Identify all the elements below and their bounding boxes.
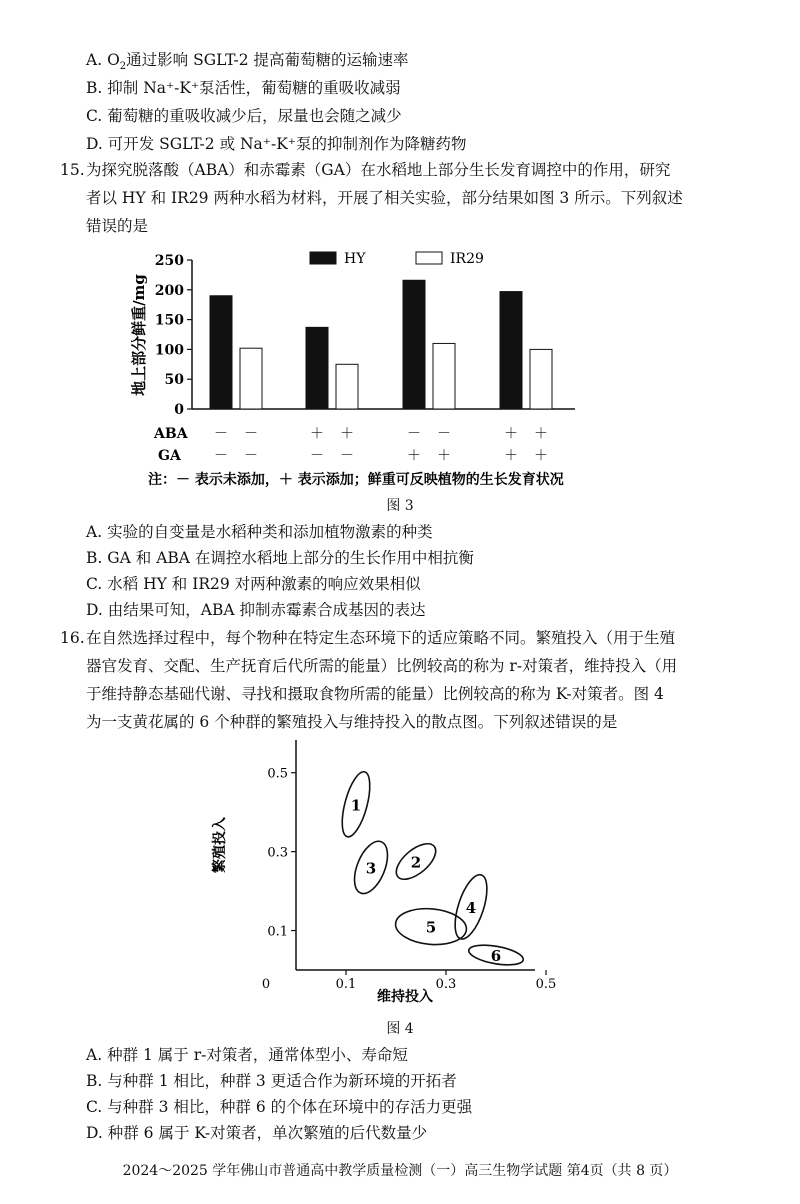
q16-line-4: 为一支黄花属的 6 个种群的繁殖投入与维持投入的散点图。下列叙述错误的是 xyxy=(86,713,618,731)
q16-option-c: C. 与种群 3 相比，种群 6 的个体在环境中的存活力更强 xyxy=(86,1098,473,1116)
fig4-ytick-label: 0.3 xyxy=(267,845,288,861)
q15-option-d: D. 由结果可知，ABA 抑制赤霉素合成基因的表达 xyxy=(86,601,426,619)
aba-sign: ＋ xyxy=(310,426,324,442)
ga-sign: ＋ xyxy=(407,448,421,464)
fig3-ylabel: 地上部分鲜重/mg xyxy=(130,274,148,396)
fig4-xlabel: 维持投入 xyxy=(377,989,433,1005)
population-5-label: 5 xyxy=(425,918,437,937)
figure-4-caption: 图 4 xyxy=(386,1021,414,1037)
ga-sign: ＋ xyxy=(534,448,548,464)
bar-ir29-group-2 xyxy=(336,364,358,409)
fig3-note: 注：－ 表示未添加，＋ 表示添加；鲜重可反映植物的生长发育状况 xyxy=(148,472,564,488)
population-4-label: 4 xyxy=(465,898,477,917)
fig3-ytick-label: 0 xyxy=(174,402,184,418)
aba-sign: － xyxy=(407,426,421,442)
q16-option-b: B. 与种群 1 相比，种群 3 更适合作为新环境的开拓者 xyxy=(86,1072,457,1090)
aba-sign: ＋ xyxy=(340,426,354,442)
ga-sign: ＋ xyxy=(504,448,518,464)
ga-sign: － xyxy=(340,448,354,464)
fig3-ytick-label: 200 xyxy=(154,282,184,299)
page-footer: 2024～2025 学年佛山市普通高中教学质量检测（一）高三生物学试题 第4页（共 8 页） xyxy=(122,1163,678,1179)
fig3-ytick-label: 250 xyxy=(154,253,184,269)
fig4-ytick-label: 0.1 xyxy=(267,924,288,940)
fig3-ytick-label: 150 xyxy=(154,312,184,329)
q16-option-d: D. 种群 6 属于 K-对策者，单次繁殖的后代数量少 xyxy=(86,1124,428,1142)
row-label-ga: GA xyxy=(158,448,181,464)
q14-option-d: D. 可开发 SGLT-2 或 Na⁺-K⁺泵的抑制剂作为降糖药物 xyxy=(86,135,467,153)
q16-option-a: A. 种群 1 属于 r-对策者，通常体型小、寿命短 xyxy=(86,1046,408,1064)
fig4-xtick-label: 0.5 xyxy=(535,977,557,992)
row-label-aba: ABA xyxy=(154,426,188,442)
q15-option-c: C. 水稻 HY 和 IR29 对两种激素的响应效果相似 xyxy=(86,575,421,593)
bar-hy-group-4 xyxy=(500,292,522,409)
fig3-ytick-label: 50 xyxy=(164,372,184,389)
population-6-label: 6 xyxy=(490,947,502,966)
figure-3-caption: 图 3 xyxy=(386,498,414,514)
aba-sign: － xyxy=(214,426,228,442)
bar-hy-group-2 xyxy=(306,327,328,409)
legend-hy-swatch xyxy=(310,252,336,264)
legend-hy-label: HY xyxy=(344,251,366,267)
population-3-label: 3 xyxy=(365,859,377,878)
aba-sign: － xyxy=(437,426,451,442)
bar-hy-group-1 xyxy=(210,296,232,409)
q14-option-c: C. 葡萄糖的重吸收减少后，尿量也会随之减少 xyxy=(86,107,402,125)
population-1-label: 1 xyxy=(350,796,362,815)
ga-sign: － xyxy=(214,448,228,464)
ga-sign: ＋ xyxy=(437,448,451,464)
q15-line-1: 为探究脱落酸（ABA）和赤霉素（GA）在水稻地上部分生长发育调控中的作用，研究 xyxy=(86,161,671,179)
fig4-xtick-label: 0 xyxy=(261,977,271,992)
q16-line-3: 于维持静态基础代谢、寻找和摄取食物所需的能量）比例较高的称为 K-对策者。图 4 xyxy=(86,685,664,703)
legend-ir29-label: IR29 xyxy=(450,251,484,267)
q14-option-a: A. $O_2$通过影响 SGLT-2 提高葡萄糖的运输速率 xyxy=(86,51,409,73)
ga-sign: － xyxy=(310,448,324,464)
bar-ir29-group-4 xyxy=(530,349,552,409)
q15-line-2: 者以 HY 和 IR29 两种水稻为材料，开展了相关实验，部分结果如图 3 所示。下列叙述 xyxy=(86,189,683,207)
q15-option-a: A. 实验的自变量是水稻种类和添加植物激素的种类 xyxy=(86,523,433,541)
bar-ir29-group-1 xyxy=(240,348,262,409)
q16-number: 16. xyxy=(60,629,85,647)
q15-option-b: B. GA 和 ABA 在调控水稻地上部分的生长作用中相抗衡 xyxy=(86,549,474,567)
figure-4-scatter-plot xyxy=(200,735,557,1015)
population-2-label: 2 xyxy=(410,853,422,872)
bar-ir29-group-3 xyxy=(433,343,455,409)
fig4-ylabel: 繁殖投入 xyxy=(212,817,228,873)
fig3-ytick-label: 100 xyxy=(154,342,184,359)
q15-number: 15. xyxy=(60,161,85,179)
aba-sign: － xyxy=(244,426,258,442)
aba-sign: ＋ xyxy=(534,426,548,442)
ga-sign: － xyxy=(244,448,258,464)
fig4-xtick-label: 0.1 xyxy=(335,977,357,992)
q14-option-b: B. 抑制 Na⁺-K⁺泵活性，葡萄糖的重吸收减弱 xyxy=(86,79,401,97)
fig4-xtick-label: 0.3 xyxy=(435,977,457,992)
q15-line-3: 错误的是 xyxy=(86,217,149,235)
aba-sign: ＋ xyxy=(504,426,518,442)
figure-3-bar-chart xyxy=(120,240,640,490)
q16-line-1: 在自然选择过程中，每个物种在特定生态环境下的适应策略不同。繁殖投入（用于生殖 xyxy=(86,629,676,647)
q16-line-2: 器官发育、交配、生产抚育后代所需的能量）比例较高的称为 r-对策者，维持投入（用 xyxy=(86,657,678,675)
legend-ir29-swatch xyxy=(416,252,442,264)
bar-hy-group-3 xyxy=(403,280,425,409)
fig4-ytick-label: 0.5 xyxy=(267,766,288,782)
